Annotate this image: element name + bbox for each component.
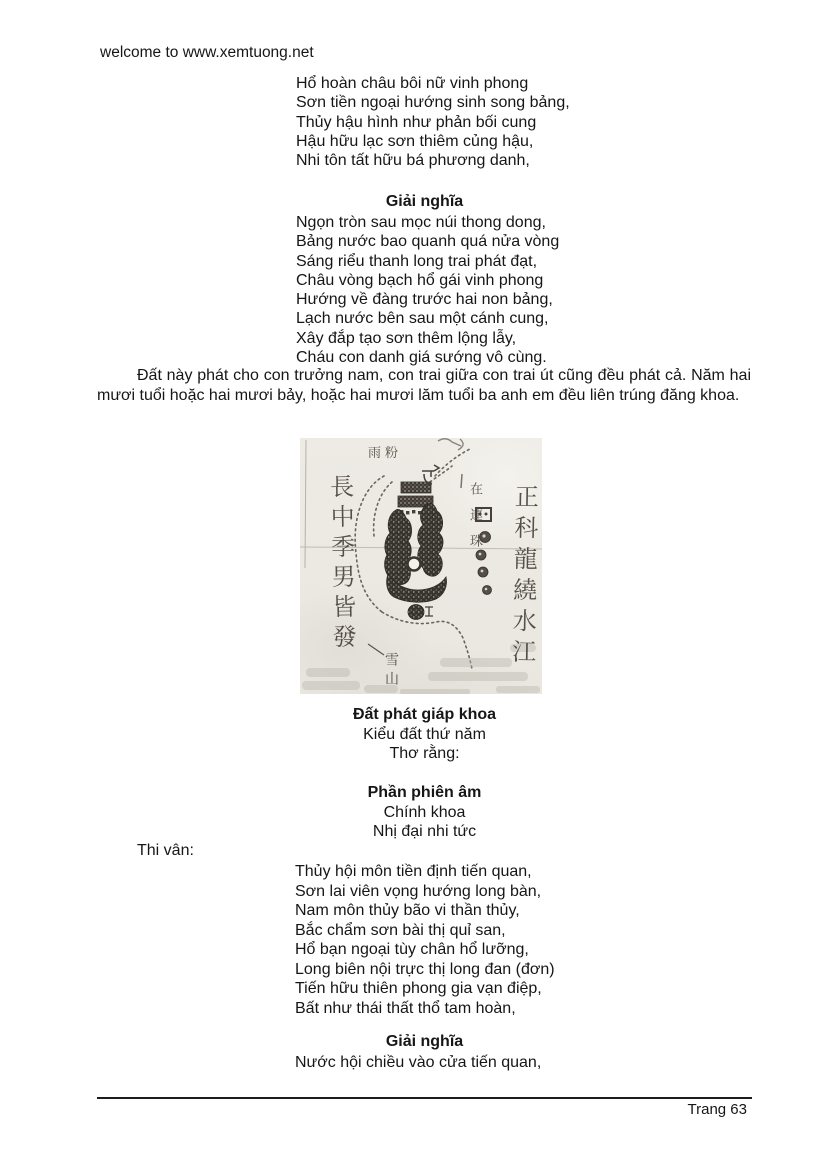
phien-am-heading: Phần phiên âm — [367, 784, 482, 801]
poem-line: Thủy hậu hình như phản bối cung — [296, 113, 537, 131]
poem-line: Sáng riểu thanh long trai phát đạt, — [296, 252, 538, 270]
poem-line: Sơn lai viên vọng hướng long bàn, — [295, 882, 542, 900]
spacer — [97, 764, 752, 784]
huyet-point — [408, 558, 421, 571]
poem-line: Bắc chẩm sơn bài thị quỉ san, — [295, 921, 506, 939]
poem-line: Long biên nội trực thị long đan (đơn) — [295, 960, 555, 978]
poem-line: Cháu con danh giá sướng vô cùng. — [296, 349, 547, 367]
commentary-paragraph: Đất này phát cho con trưởng nam, con trai giữa con trai út cũng đều phát cả. Năm hai mươi tuổi hoặc hai mươi bảy, hoặc hai mươi lăm tuổi ba anh em đều liên trúng đăng khoa. — [97, 367, 751, 405]
tho-rang-label: Thơ rằng: — [389, 745, 460, 762]
poem-line: Sơn tiền ngoại hướng sinh song bảng, — [296, 94, 570, 112]
poem-line: Thủy hội môn tiền định tiến quan, — [295, 863, 532, 880]
poem-line: Hổ bạn ngoại tùy chân hổ lưỡng, — [295, 941, 529, 958]
poem-line: Hướng về đàng trước hai non bảng, — [296, 291, 553, 309]
section-subtitle: Kiểu đất thứ năm — [363, 725, 486, 743]
poem-line: Lạch nước bên sau một cánh cung, — [296, 310, 549, 328]
poem-block-giai-nghia-2 — [295, 1053, 541, 1072]
poem-line: Châu vòng bạch hổ gái vinh phong — [296, 271, 544, 289]
giai-nghia-heading-1: Giải nghĩa — [385, 193, 464, 210]
section-dat-header — [97, 705, 752, 842]
site-watermark: welcome to www.xemtuong.net — [100, 44, 314, 61]
figure-left-inscription: 長中季男皆發 — [325, 473, 357, 655]
poem-line: Nhi tôn tất hữu bá phương danh, — [296, 152, 530, 170]
phien-am-line: Nhị đại nhi tức — [372, 823, 477, 840]
poem-line: Nước hội chiều vào cửa tiến quan, — [295, 1054, 542, 1071]
giai-nghia-heading-2: Giải nghĩa — [385, 1033, 464, 1050]
figure-middle-small-inscription: 在連珠 — [467, 482, 482, 560]
poem-line: Hổ hoàn châu bôi nữ vinh phong — [296, 75, 529, 92]
figure-right-inscription: 正科龍繞水江 — [507, 483, 539, 671]
phien-am-line: Chính khoa — [383, 803, 466, 821]
page-number: Trang 63 — [687, 1101, 747, 1118]
poem-block-giai-nghia-1 — [296, 213, 559, 367]
footer-divider — [97, 1097, 752, 1099]
poem-line: Bảng nước bao quanh quá nửa vòng — [296, 233, 560, 251]
thi-van-label: Thi vân: — [137, 842, 194, 859]
figure-bottom-inscription: 雪山 — [383, 652, 399, 690]
poem-block-thi-van — [295, 862, 555, 1018]
poem-line: Bất như thái thất thổ tam hoàn, — [295, 999, 516, 1017]
poem-line: Tiến hữu thiên phong gia vạn điệp, — [295, 980, 542, 997]
figure-top-inscription: 雨粉 — [368, 446, 403, 461]
poem-block-phien-am-1 — [296, 74, 570, 170]
poem-line: Nam môn thủy bão vi thần thủy, — [295, 902, 520, 919]
section-title: Đất phát giáp khoa — [352, 706, 497, 723]
poem-line: Ngọn tròn sau mọc núi thong dong, — [296, 214, 546, 231]
fengshui-map-scan — [300, 438, 542, 694]
poem-line: Xây đắp tạo sơn thêm lộng lẫy, — [296, 329, 517, 347]
poem-line: Hậu hữu lạc sơn thiêm củng hậu, — [296, 132, 534, 150]
